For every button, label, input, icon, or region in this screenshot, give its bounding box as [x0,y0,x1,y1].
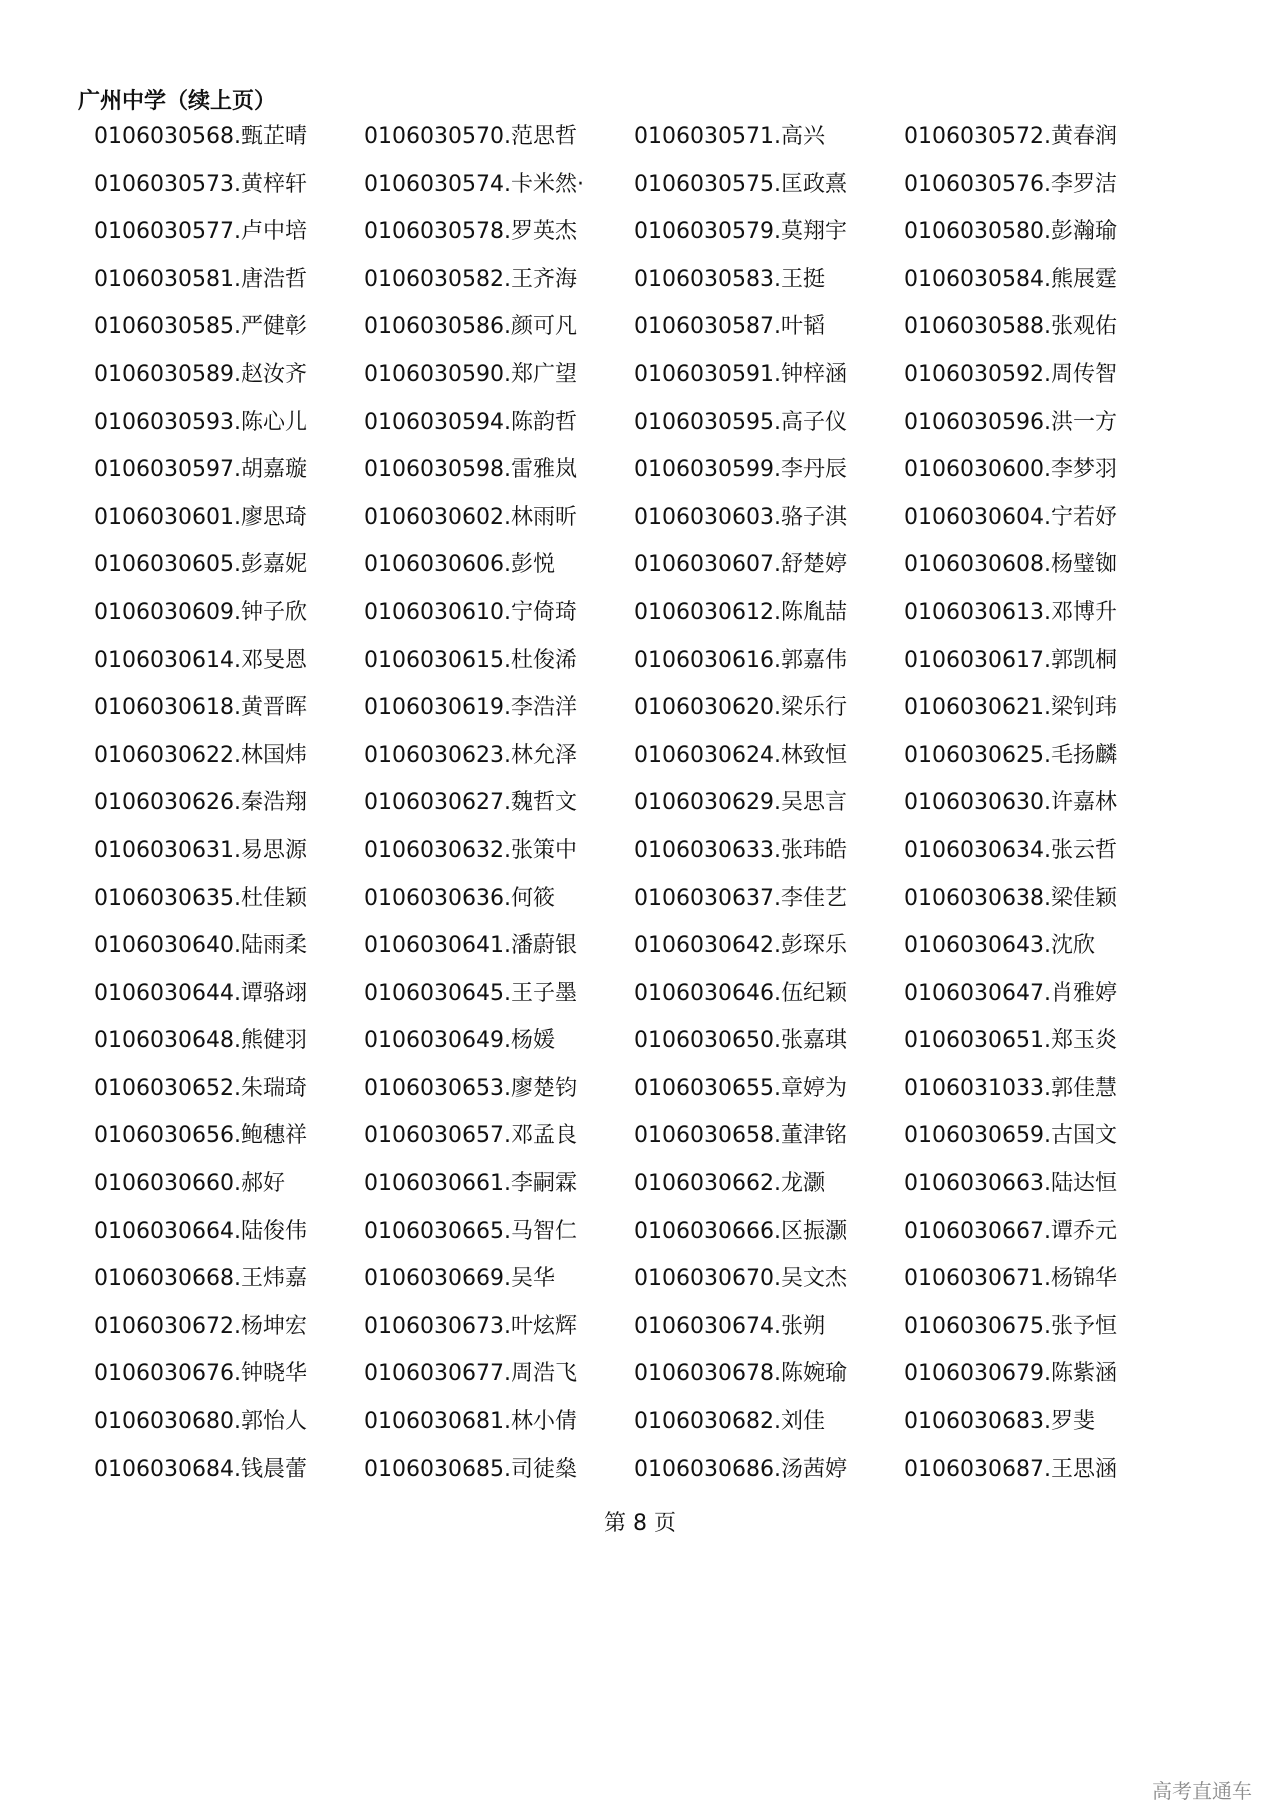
student-entry: 0106030591.钟梓涵 [634,361,847,387]
student-entry: 0106030616.郭嘉伟 [634,647,847,673]
student-entry: 0106030630.许嘉林 [904,790,1117,816]
student-entry: 0106030641.潘蔚银 [364,933,577,959]
student-entry: 0106030578.罗英杰 [364,219,577,245]
student-entry: 0106030594.陈韵哲 [364,409,577,435]
student-entry: 0106030599.李丹辰 [634,457,847,483]
student-entry: 0106030619.李浩洋 [364,695,577,721]
student-entry: 0106030656.鲍穗祥 [94,1123,307,1149]
student-entry: 0106030625.毛扬麟 [904,742,1117,768]
student-entry: 0106030646.伍纪颖 [634,980,847,1006]
student-entry: 0106030644.谭骆翊 [94,980,307,1006]
student-entry: 0106030682.刘佳 [634,1409,825,1435]
student-entry: 0106030633.张玮皓 [634,837,847,863]
student-entry: 0106030627.魏哲文 [364,790,577,816]
student-entry: 0106030584.熊展霆 [904,266,1117,292]
student-entry: 0106030606.彭悦 [364,552,555,578]
student-entry: 0106030607.舒楚婷 [634,552,847,578]
student-entry: 0106030585.严健彰 [94,314,307,340]
student-entry: 0106030575.匡政熹 [634,171,847,197]
student-entry: 0106030670.吴文杰 [634,1266,847,1292]
student-entry: 0106030592.周传智 [904,361,1117,387]
student-entry: 0106030622.林国炜 [94,742,307,768]
student-entry: 0106030631.易思源 [94,837,307,863]
student-entry: 0106030577.卢中培 [94,219,307,245]
student-entry: 0106030590.郑广望 [364,361,577,387]
student-entry: 0106030623.林允泽 [364,742,577,768]
student-entry: 0106030583.王挺 [634,266,825,292]
student-entry: 0106030574.卡米然· [364,171,584,197]
student-entry: 0106030618.黄晋晖 [94,695,307,721]
student-entry: 0106030620.梁乐行 [634,695,847,721]
section-title: 广州中学（续上页） [78,89,277,114]
student-entry: 0106030614.邓旻恩 [94,647,307,673]
student-entry: 0106030655.章婷为 [634,1075,847,1101]
student-entry: 0106030638.梁佳颖 [904,885,1117,911]
student-entry: 0106030683.罗斐 [904,1409,1095,1435]
student-entry: 0106030637.李佳艺 [634,885,847,911]
student-entry: 0106030587.叶韬 [634,314,825,340]
student-entry: 0106030648.熊健羽 [94,1028,307,1054]
student-entry: 0106030610.宁倚琦 [364,599,577,625]
student-entry: 0106030626.秦浩翔 [94,790,307,816]
student-entry: 0106030687.王思涵 [904,1456,1117,1482]
student-entry: 0106030640.陆雨柔 [94,933,307,959]
student-entry: 0106030684.钱晨蕾 [94,1456,307,1482]
student-entry: 0106030685.司徒燊 [364,1456,577,1482]
student-entry: 0106030676.钟晓华 [94,1361,307,1387]
student-entry: 0106030573.黄梓轩 [94,171,307,197]
student-entry: 0106030651.郑玉炎 [904,1028,1117,1054]
student-entry: 0106030588.张观佑 [904,314,1117,340]
student-entry: 0106030617.郭凯桐 [904,647,1117,673]
student-entry: 0106030659.古国文 [904,1123,1117,1149]
student-entry: 0106030673.叶炫辉 [364,1313,577,1339]
student-entry: 0106030677.周浩飞 [364,1361,577,1387]
student-entry: 0106030666.区振灏 [634,1218,847,1244]
student-entry: 0106030680.郭怡人 [94,1409,307,1435]
student-entry: 0106030658.董津铭 [634,1123,847,1149]
student-entry: 0106030598.雷雅岚 [364,457,577,483]
student-entry: 0106030586.颜可凡 [364,314,577,340]
student-entry: 0106030621.梁钊玮 [904,695,1117,721]
student-entry: 0106030653.廖楚钧 [364,1075,577,1101]
student-entry: 0106030668.王炜嘉 [94,1266,307,1292]
student-entry: 0106030634.张云哲 [904,837,1117,863]
student-entry: 0106030664.陆俊伟 [94,1218,307,1244]
page-number: 第 8 页 [604,1511,676,1536]
student-entry: 0106030596.洪一方 [904,409,1117,435]
student-entry: 0106030582.王齐海 [364,266,577,292]
watermark-text: 高考直通车 [1152,1779,1252,1803]
student-entry: 0106030681.林小倩 [364,1409,577,1435]
student-entry: 0106030642.彭琛乐 [634,933,847,959]
student-entry: 0106030595.高子仪 [634,409,847,435]
student-entry: 0106030629.吴思言 [634,790,847,816]
student-entry: 0106030589.赵汝齐 [94,361,307,387]
student-entry: 0106030571.高兴 [634,124,825,149]
student-entry: 0106030667.谭乔元 [904,1218,1117,1244]
student-entry: 0106030568.甄芷晴 [94,124,307,149]
student-entry: 0106030612.陈胤喆 [634,599,847,625]
student-entry: 0106030605.彭嘉妮 [94,552,307,578]
student-entry: 0106030686.汤茜婷 [634,1456,847,1482]
student-entry: 0106030576.李罗洁 [904,171,1117,197]
student-entry: 0106030602.林雨昕 [364,504,577,530]
student-entry: 0106030609.钟子欣 [94,599,307,625]
student-entry: 0106030601.廖思琦 [94,504,307,530]
student-entry: 0106030661.李嗣霖 [364,1171,577,1197]
student-entry: 0106030679.陈紫涵 [904,1361,1117,1387]
student-entry: 0106030636.何筱 [364,885,555,911]
student-entry: 0106030645.王子墨 [364,980,577,1006]
student-entry: 0106030678.陈婉瑜 [634,1361,847,1387]
student-entry: 0106030600.李梦羽 [904,457,1117,483]
student-entry: 0106030647.肖雅婷 [904,980,1117,1006]
student-entry: 0106030608.杨璧铷 [904,552,1117,578]
student-entry: 0106030580.彭瀚瑜 [904,219,1117,245]
student-entry: 0106030675.张予恒 [904,1313,1117,1339]
student-entry: 0106030624.林致恒 [634,742,847,768]
student-entry: 0106030635.杜佳颖 [94,885,307,911]
student-entry: 0106030581.唐浩哲 [94,266,307,292]
student-entry: 0106030572.黄春润 [904,124,1117,149]
student-entry: 0106030672.杨坤宏 [94,1313,307,1339]
student-entry: 0106030650.张嘉琪 [634,1028,847,1054]
student-entry: 0106030615.杜俊浠 [364,647,577,673]
student-entry: 0106030649.杨媛 [364,1028,555,1054]
student-entry: 0106030660.郝好 [94,1171,285,1197]
student-entry: 0106030669.吴华 [364,1266,555,1292]
student-entry: 0106030657.邓孟良 [364,1123,577,1149]
student-entry: 0106030643.沈欣 [904,933,1095,959]
student-entry: 0106031033.郭佳慧 [904,1075,1117,1101]
student-entry: 0106030652.朱瑞琦 [94,1075,307,1101]
student-entry: 0106030593.陈心儿 [94,409,307,435]
student-entry: 0106030603.骆子淇 [634,504,847,530]
student-entry: 0106030632.张策中 [364,837,577,863]
student-entry: 0106030671.杨锦华 [904,1266,1117,1292]
student-list-grid [94,122,1194,1502]
student-entry: 0106030663.陆达恒 [904,1171,1117,1197]
student-entry: 0106030662.龙灏 [634,1171,825,1197]
student-entry: 0106030665.马智仁 [364,1218,577,1244]
student-entry: 0106030579.莫翔宇 [634,219,847,245]
student-entry: 0106030604.宁若妤 [904,504,1117,530]
student-entry: 0106030570.范思哲 [364,124,577,149]
student-entry: 0106030597.胡嘉璇 [94,457,307,483]
student-entry: 0106030674.张朔 [634,1313,825,1339]
student-entry: 0106030613.邓博升 [904,599,1117,625]
